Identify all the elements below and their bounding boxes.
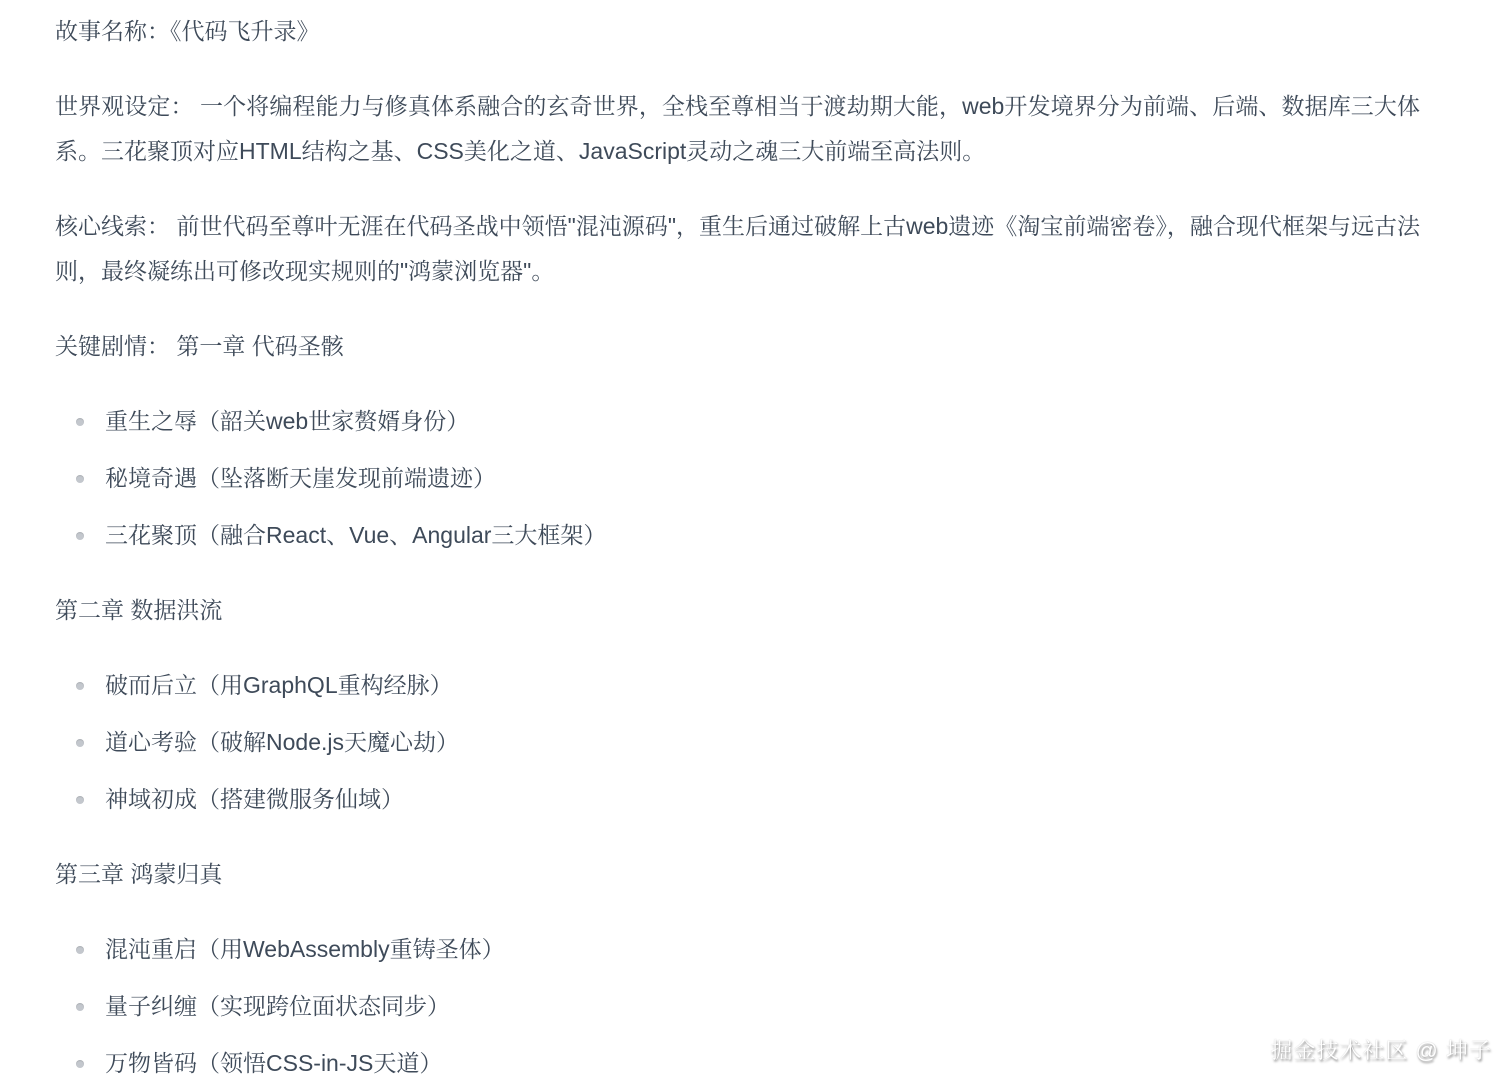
watermark: 掘金技术社区 @ 坤子	[1270, 1038, 1492, 1063]
chapter3-heading: 第三章 鸿蒙归真	[55, 861, 223, 887]
list-item: 破而后立（用GraphQL重构经脉）	[105, 663, 1420, 708]
chapter1-list	[55, 399, 1420, 558]
list-item: 神域初成（搭建微服务仙域）	[105, 777, 1420, 822]
chapter1-heading: 关键剧情： 第一章 代码圣骸	[55, 333, 344, 359]
list-item: 万物皆码（领悟CSS-in-JS天道）	[105, 1041, 1420, 1086]
story-title-line: 故事名称：《代码飞升录》	[55, 18, 320, 44]
worldview-paragraph: 世界观设定： 一个将编程能力与修真体系融合的玄奇世界，全栈至尊相当于渡劫期大能，web开发境界分为前端、后端、数据库三大体系。三花聚顶对应HTML结构之基、CSS美化之道、JavaScript灵动之魂三大前端至高法则。	[55, 93, 1420, 164]
chapter2-heading: 第二章 数据洪流	[55, 597, 223, 623]
list-item: 重生之辱（韶关web世家赘婿身份）	[105, 399, 1420, 444]
core-clue-paragraph: 核心线索： 前世代码至尊叶无涯在代码圣战中领悟"混沌源码"，重生后通过破解上古web遗迹《淘宝前端密卷》，融合现代框架与远古法则，最终凝练出可修改现实规则的"鸿蒙浏览器"。	[55, 213, 1420, 284]
list-item: 混沌重启（用WebAssembly重铸圣体）	[105, 927, 1420, 972]
chapter3-list	[55, 927, 1420, 1086]
list-item: 秘境奇遇（坠落断天崖发现前端遗迹）	[105, 456, 1420, 501]
list-item: 三花聚顶（融合React、Vue、Angular三大框架）	[105, 513, 1420, 558]
chapter2-list	[55, 663, 1420, 822]
list-item: 量子纠缠（实现跨位面状态同步）	[105, 984, 1420, 1029]
list-item: 道心考验（破解Node.js天魔心劫）	[105, 720, 1420, 765]
